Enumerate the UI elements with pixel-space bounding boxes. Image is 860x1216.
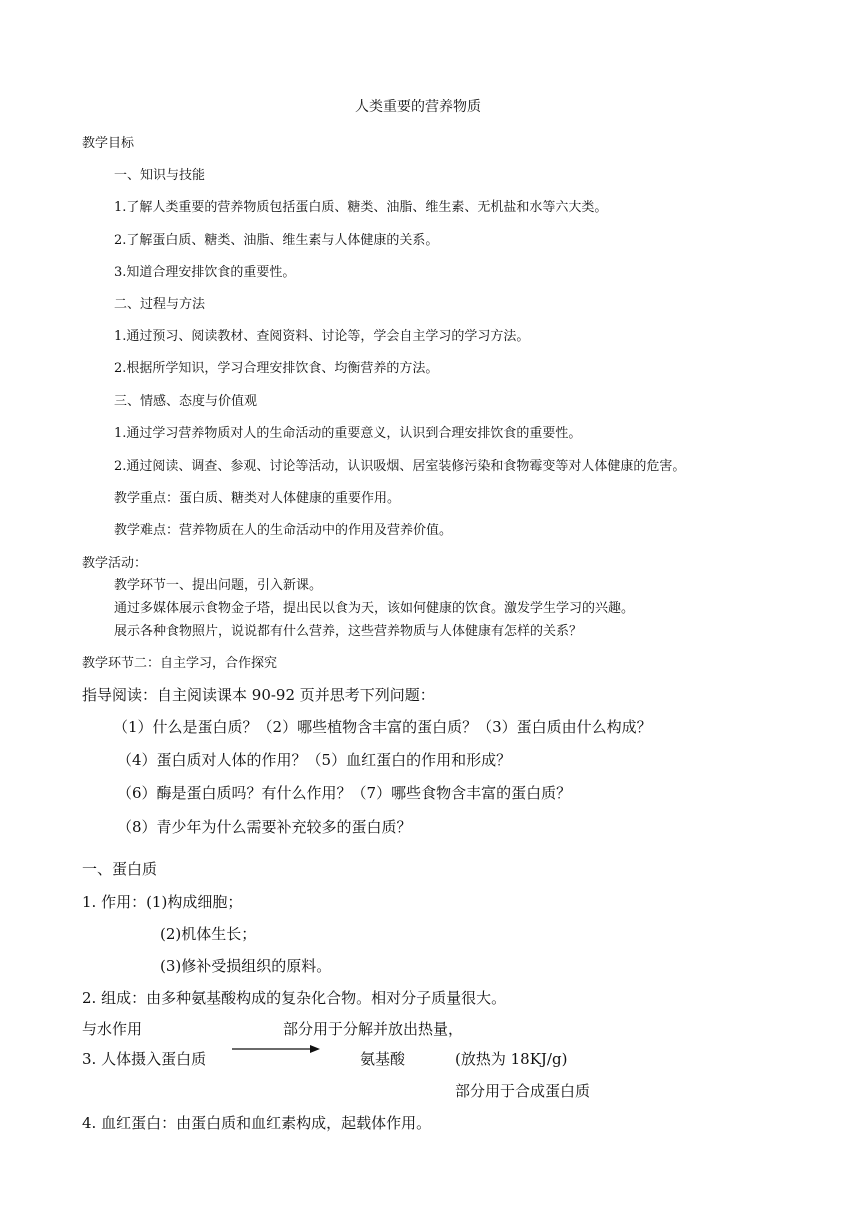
synthesis-note: 部分用于合成蛋白质	[455, 1082, 591, 1100]
objective-item: 2.了解蛋白质、糖类、油脂、维生素与人体健康的关系。	[114, 233, 439, 248]
protein-composition: 2. 组成：由多种氨基酸构成的复杂化合物。相对分子质量很大。	[82, 989, 507, 1007]
hemoglobin-note: 4. 血红蛋白：由蛋白质和血红素构成，起载体作用。	[82, 1114, 432, 1132]
objective-item: 1.通过学习营养物质对人的生命活动的重要意义，认识到合理安排饮食的重要性。	[114, 426, 582, 441]
section-values: 三、情感、态度与价值观	[114, 394, 258, 409]
difficulty: 教学难点：营养物质在人的生命活动中的作用及营养价值。	[114, 523, 453, 538]
section-process: 二、过程与方法	[114, 297, 206, 312]
objective-item: 3.知道合理安排饮食的重要性。	[114, 265, 296, 280]
objective-item: 1.通过预习、阅读教材、查阅资料、讨论等，学会自主学习的学习方法。	[114, 329, 530, 344]
water-action-label: 与水作用	[82, 1020, 143, 1038]
activities-heading: 教学活动：	[82, 556, 148, 571]
objective-item: 1.了解人类重要的营养物质包括蛋白质、糖类、油脂、维生素、无机盐和水等六大类。	[114, 200, 608, 215]
amino-acid-label: 氨基酸	[360, 1050, 406, 1068]
activity-paragraph: 通过多媒体展示食物金子塔，提出民以食为天，该如何健康的饮食。激发学生学习的兴趣。	[114, 601, 635, 616]
activity-step-1: 教学环节一、提出问题，引入新课。	[114, 578, 323, 593]
protein-function-item: (3)修补受损组织的原料。	[160, 957, 332, 975]
activity-step-2: 教学环节二：自主学习，合作探究	[82, 656, 278, 671]
question-line: （4）蛋白质对人体的作用？（5）血红蛋白的作用和形成？	[117, 751, 512, 769]
reaction-arrow-icon	[230, 1043, 322, 1055]
protein-intake: 3. 人体摄入蛋白质	[82, 1050, 207, 1068]
objective-item: 2.通过阅读、调查、参观、讨论等活动，认识吸烟、居室装修污染和食物霉变等对人体健康的危害。	[114, 459, 686, 474]
question-line: （6）酶是蛋白质吗？有什么作用？（7）哪些食物含丰富的蛋白质？	[117, 784, 572, 802]
activity-paragraph: 展示各种食物照片，说说都有什么营养，这些营养物质与人体健康有怎样的关系？	[114, 624, 583, 639]
decompose-note: 部分用于分解并放出热量，	[283, 1020, 464, 1038]
objectives-heading: 教学目标	[82, 136, 135, 151]
question-line: （8）青少年为什么需要补充较多的蛋白质？	[117, 818, 412, 836]
section-knowledge: 一、知识与技能	[114, 168, 206, 183]
objective-item: 2.根据所学知识，学习合理安排饮食、均衡营养的方法。	[114, 361, 439, 376]
reading-guide: 指导阅读：自主阅读课本 90-92 页并思考下列问题：	[82, 686, 435, 704]
heat-value: (放热为 18KJ/g)	[455, 1050, 568, 1068]
page-title: 人类重要的营养物质	[355, 99, 481, 115]
protein-function-item: (2)机体生长；	[160, 925, 257, 943]
key-point: 教学重点：蛋白质、糖类对人体健康的重要作用。	[114, 491, 401, 506]
question-line: （1）什么是蛋白质？（2）哪些植物含丰富的蛋白质？（3）蛋白质由什么构成？	[113, 718, 652, 736]
protein-heading: 一、蛋白质	[82, 860, 158, 878]
protein-function: 1. 作用：(1)构成细胞；	[82, 893, 243, 911]
